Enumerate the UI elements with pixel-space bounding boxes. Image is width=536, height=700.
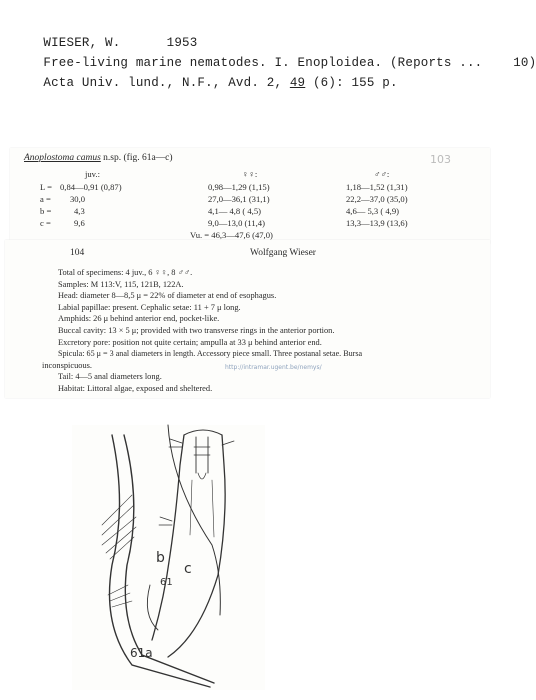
- running-head: Wolfgang Wieser: [250, 248, 316, 258]
- figure-61-drawing: [72, 425, 265, 690]
- cell-female: 0,98—1,29 (1,15): [208, 182, 270, 192]
- citation-suffix: (6): 155 p.: [305, 76, 398, 90]
- publication-year: 1953: [166, 36, 198, 50]
- text-line: Total of specimens: 4 juv., 6 ♀♀, 8 ♂♂.: [58, 268, 193, 277]
- text-line: Labial papillae: present. Cephalic setae: 11 + 7 μ long.: [58, 302, 241, 312]
- text-line: Buccal cavity: 13 × 5 μ; provided with two transverse rings in the anterior portion.: [58, 326, 335, 335]
- row-label: L =: [40, 182, 52, 192]
- cell-male: 1,18—1,52 (1,31): [346, 182, 408, 192]
- figure-label-b: b: [156, 550, 165, 566]
- page-number: 104: [70, 248, 85, 258]
- cell-juv: 9,6: [74, 218, 85, 228]
- cell-male: 13,3—13,9 (13,6): [346, 218, 408, 228]
- row-label: b =: [40, 206, 52, 216]
- cell-juv: 30,0: [70, 194, 86, 204]
- row-label: c =: [40, 218, 51, 228]
- species-figure-ref: n.sp. (fig. 61a—c): [100, 153, 173, 163]
- cell-juv: 0,84—0,91 (0,87): [60, 182, 122, 192]
- col-male-header: ♂♂:: [374, 169, 390, 179]
- species-heading: [24, 153, 173, 163]
- figure-number: 61: [160, 577, 173, 588]
- text-line: Excretory pore: position not quite certain; ampulla at 33 μ behind anterior end.: [58, 337, 322, 347]
- cell-male: 4,6— 5,3 ( 4,9): [346, 206, 399, 216]
- vulva-position: Vu. = 46,3—47,6 (47,0): [190, 230, 273, 240]
- measurement-clipping: [10, 148, 490, 244]
- text-line: inconspicuous.: [42, 360, 93, 370]
- cell-female: 9,0—13,0 (11,4): [208, 218, 265, 228]
- cell-female: 27,0—36,1 (31,1): [208, 194, 270, 204]
- cell-juv: 4,3: [74, 206, 85, 216]
- cell-male: 22,2—37,0 (35,0): [346, 194, 408, 204]
- text-line: Tail: 4—5 anal diameters long.: [58, 372, 162, 382]
- text-line: Habitat: Littoral algae, exposed and sheltered.: [58, 384, 213, 393]
- description-clipping: [5, 240, 490, 398]
- text-line: Spicula: 65 μ = 3 anal diameters in length. Accessory piece small. Three postanal setae. Bursa: [58, 349, 363, 359]
- cell-female: 4,1— 4,8 ( 4,5): [208, 206, 261, 216]
- author-name: WIESER, W.: [43, 36, 121, 50]
- watermark-url: http://intramar.ugent.be/nemys/: [225, 364, 322, 371]
- col-female-header: ♀♀:: [242, 169, 258, 179]
- title-text: Free-living marine nematodes. I. Enoploidea. (Reports ...: [43, 56, 483, 70]
- col-juv-header: juv.:: [85, 169, 100, 179]
- header-citation: [28, 62, 398, 90]
- species-name: Anoplostoma camus: [24, 153, 101, 163]
- text-line: Samples: M 113:V, 115, 121B, 122A.: [58, 279, 184, 289]
- figure-label-61a: 61a: [130, 646, 153, 660]
- page-mark-handwritten: 103: [430, 153, 451, 166]
- title-number: 10): [513, 56, 536, 70]
- nematode-illustration: [72, 425, 265, 690]
- text-line: Amphids: 26 μ behind anterior end, pocket-like.: [58, 314, 220, 324]
- citation-volume: 49: [289, 76, 306, 90]
- figure-label-c: c: [184, 561, 192, 577]
- row-label: a =: [40, 194, 51, 204]
- citation-prefix: Acta Univ. lund., N.F., Avd. 2,: [43, 76, 290, 90]
- text-line: Head: diameter 8—8,5 μ = 22% of diameter at end of esophagus.: [58, 291, 277, 301]
